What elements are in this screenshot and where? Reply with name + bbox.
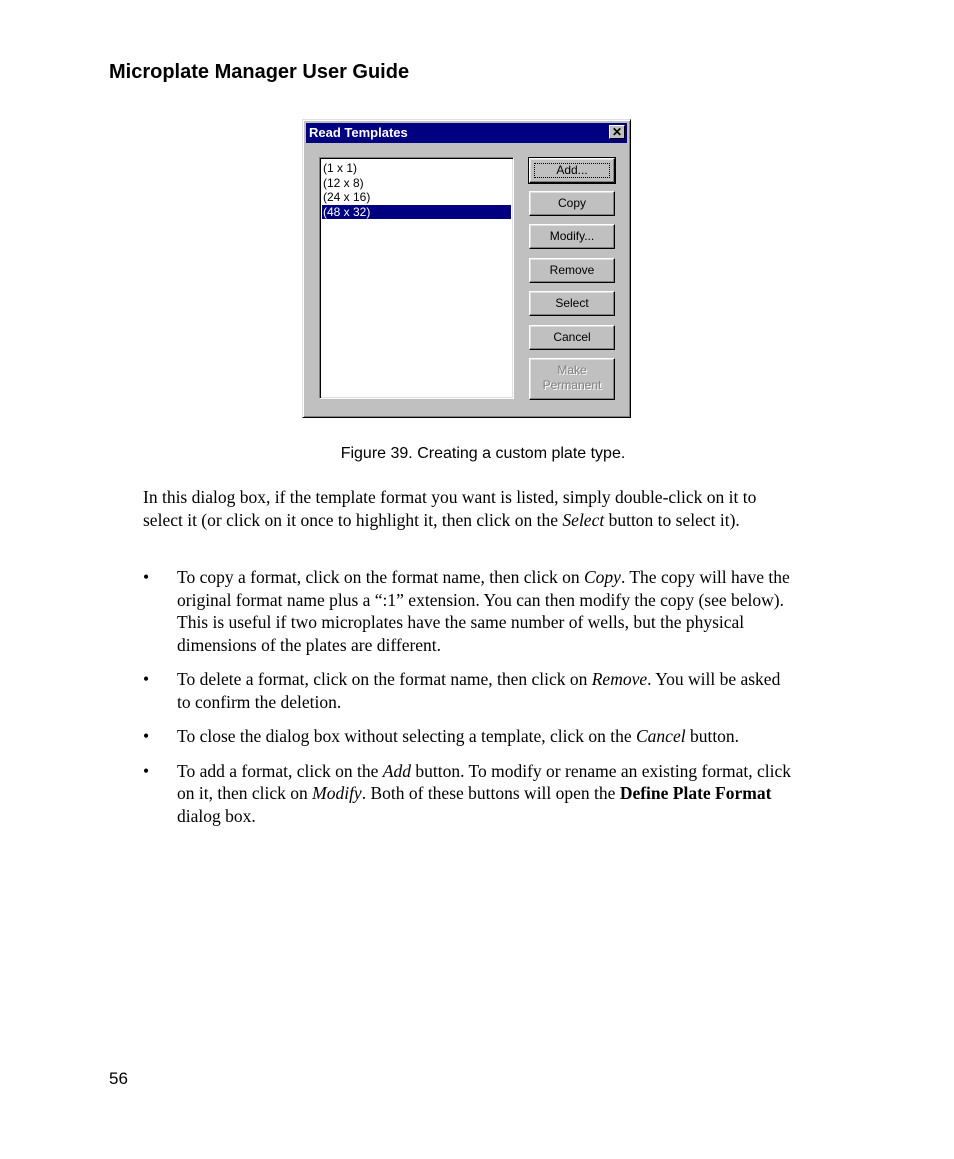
select-button[interactable]: [529, 291, 615, 316]
bullet-icon: •: [143, 669, 150, 689]
list-item-selected[interactable]: (48 x 32): [322, 205, 511, 220]
bullet-list: [143, 566, 793, 839]
bullet-text: . Both of these buttons will open the: [361, 783, 620, 803]
copy-button[interactable]: [529, 191, 615, 216]
bullet-emphasis: Remove: [591, 669, 648, 689]
add-button-label: Add...: [556, 163, 588, 177]
intro-emphasis: Select: [562, 509, 605, 530]
bullet-strong: Define Plate Format: [619, 783, 772, 803]
template-listbox[interactable]: [319, 157, 514, 399]
remove-button[interactable]: [529, 258, 615, 283]
bullet-icon: •: [143, 567, 150, 587]
list-item: [143, 566, 793, 656]
select-button-label: Select: [555, 296, 589, 310]
intro-paragraph: [143, 486, 793, 531]
list-item[interactable]: (12 x 8): [323, 175, 364, 190]
remove-button-label: Remove: [549, 263, 595, 277]
bullet-text: button. To modify or rename an existing format, click on it, then click on: [177, 760, 791, 803]
bullet-emphasis: Copy: [583, 567, 621, 587]
focus-rect: [534, 163, 610, 178]
bullet-icon: •: [143, 726, 150, 746]
bullet-icon: •: [143, 760, 150, 781]
intro-text-end: button to select it).: [604, 509, 740, 530]
figure-caption: Figure 39. Creating a custom plate type.: [340, 445, 626, 462]
page-header-title: Microplate Manager User Guide: [109, 61, 410, 83]
list-item: [143, 668, 793, 713]
list-item: [143, 760, 793, 828]
bullet-text: To add a format, click on the: [177, 760, 383, 781]
bullet-text: dialog box.: [177, 805, 256, 826]
cancel-button[interactable]: [529, 325, 615, 350]
read-templates-dialog: [302, 119, 631, 418]
make-permanent-label-line2: Permanent: [542, 378, 602, 392]
bullet-text: To delete a format, click on the format name, then click on: [177, 669, 592, 689]
bullet-emphasis: Cancel: [636, 726, 686, 746]
dialog-title: Read Templates: [309, 125, 408, 140]
bullet-emphasis: Modify: [312, 783, 362, 803]
add-button[interactable]: [529, 158, 615, 183]
modify-button-label: Modify...: [549, 229, 595, 243]
bullet-text: . The copy will have the original format name plus a “:1” extension. You can then modify the copy (see below). This is useful if two microplates have the same number of wells, but the physical dimensions of the plates are different.: [177, 567, 790, 655]
bullet-text: button.: [685, 726, 740, 746]
dialog-titlebar: [306, 123, 627, 143]
make-permanent-button[interactable]: [529, 358, 615, 400]
copy-button-label: Copy: [557, 196, 586, 210]
bullet-text: To copy a format, click on the format name, then click on: [177, 567, 584, 587]
page-number: 56: [109, 1069, 128, 1088]
bullet-emphasis: Add: [382, 760, 411, 781]
list-item[interactable]: (24 x 16): [323, 190, 371, 204]
intro-text: In this dialog box, if the template format you want is listed, simply double-click on it to select it (or click on it once to highlight it, then click on the: [143, 487, 757, 530]
bullet-text: To close the dialog box without selecting a template, click on the: [177, 726, 636, 746]
modify-button[interactable]: [529, 224, 615, 249]
bullet-text: . You will be asked to confirm the deletion.: [177, 669, 781, 712]
cancel-button-label: Cancel: [553, 330, 591, 344]
close-icon[interactable]: ✕: [609, 125, 625, 139]
list-item[interactable]: (1 x 1): [323, 161, 358, 175]
make-permanent-label-line1: Make: [557, 363, 587, 377]
list-item: [143, 725, 793, 748]
